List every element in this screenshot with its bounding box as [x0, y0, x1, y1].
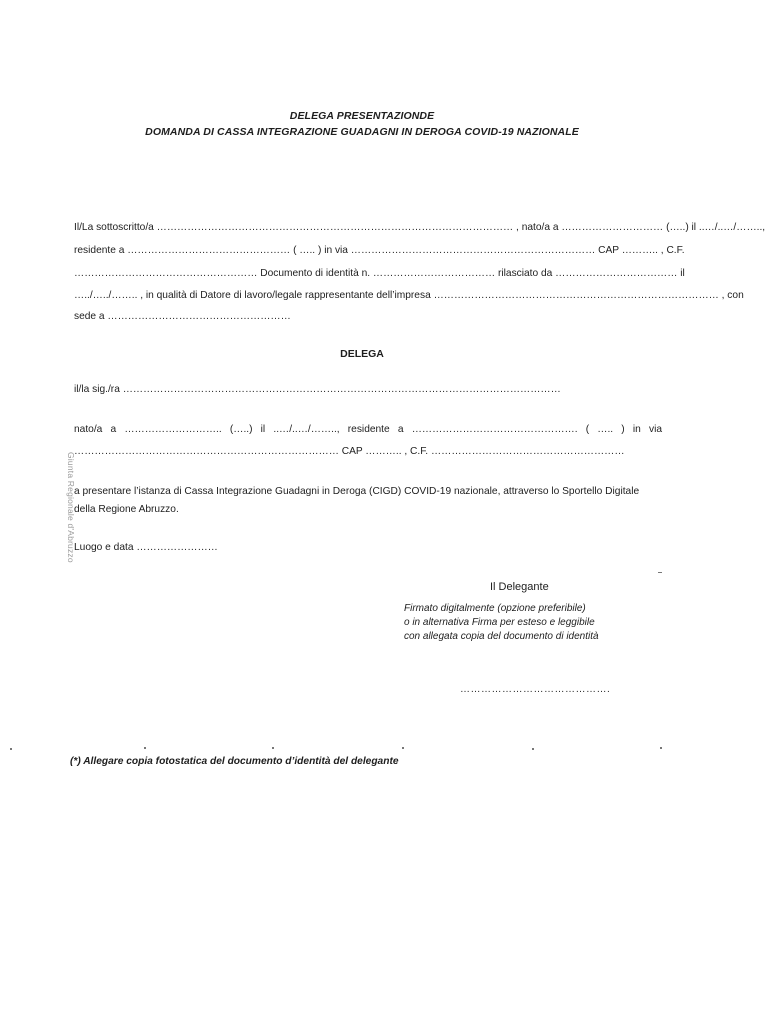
signature-note-2: o in alternativa Firma per esteso e leggibile: [404, 617, 595, 628]
scan-speck: [660, 747, 662, 749]
regional-stamp: [64, 452, 78, 582]
delegate-line-5: della Regione Abruzzo.: [74, 504, 179, 515]
scan-speck: [658, 572, 662, 573]
scan-speck: [532, 748, 534, 750]
declarant-line-5: sede a ………………………………………………: [74, 311, 291, 322]
scan-speck: [402, 747, 404, 749]
delegate-line-1: il/la sig./ra …………………………………………………………………………………………………………………: [74, 384, 561, 395]
signature-line: …………………………………….: [460, 684, 611, 695]
scan-speck: [10, 748, 12, 750]
place-date-line: Luogo e data ……………………: [74, 542, 218, 553]
signature-note-3: con allegata copia del documento di identità: [404, 631, 599, 642]
delega-heading: DELEGA: [340, 348, 384, 360]
signature-note-1: Firmato digitalmente (opzione preferibile): [404, 603, 586, 614]
delegate-line-2: nato/a a ……………………….. (…..) il ..…/..…/…….., residente a …………………………………………. ( ….. ) in via: [74, 424, 662, 435]
scan-speck: [144, 747, 146, 749]
declarant-line-3: ……………………………………………… Documento di identità n. ……………………………… rilasciato da ……………………………… il: [74, 268, 685, 279]
delegate-line-3: …………………………………………………………………… CAP ……….. , C.F. …………………………………………………: [74, 446, 625, 457]
declarant-line-2: residente a ………………………………………… ( ….. ) in via ……………………………………………………………… CAP ……….. , C.F.: [74, 245, 685, 256]
footnote: (*) Allegare copia fotostatica del documento d’identità del delegante: [70, 756, 399, 767]
stamp-text: Giunta Regionale d'Abruzzo: [66, 452, 76, 563]
document-title-line1: DELEGA PRESENTAZIONDE: [289, 110, 435, 122]
declarant-line-1: Il/La sottoscritto/a …………………………………………………………………………………………… , nato/a a ………………………… (…..) il ..…/..…/……..,: [74, 222, 765, 233]
scan-speck: [272, 747, 274, 749]
document-title-line2: DOMANDA DI CASSA INTEGRAZIONE GUADAGNI IN DEROGA COVID-19 NAZIONALE: [145, 126, 579, 138]
delegate-line-4: a presentare l’istanza di Cassa Integrazione Guadagni in Deroga (CIGD) COVID-19 nazionale, attraverso lo Sportello Digitale: [74, 486, 640, 497]
signature-label: Il Delegante: [490, 581, 549, 593]
declarant-line-4: …../…../…….. , in qualità di Datore di lavoro/legale rappresentante dell’impresa ………………………………………………………………………… , con: [74, 290, 744, 301]
